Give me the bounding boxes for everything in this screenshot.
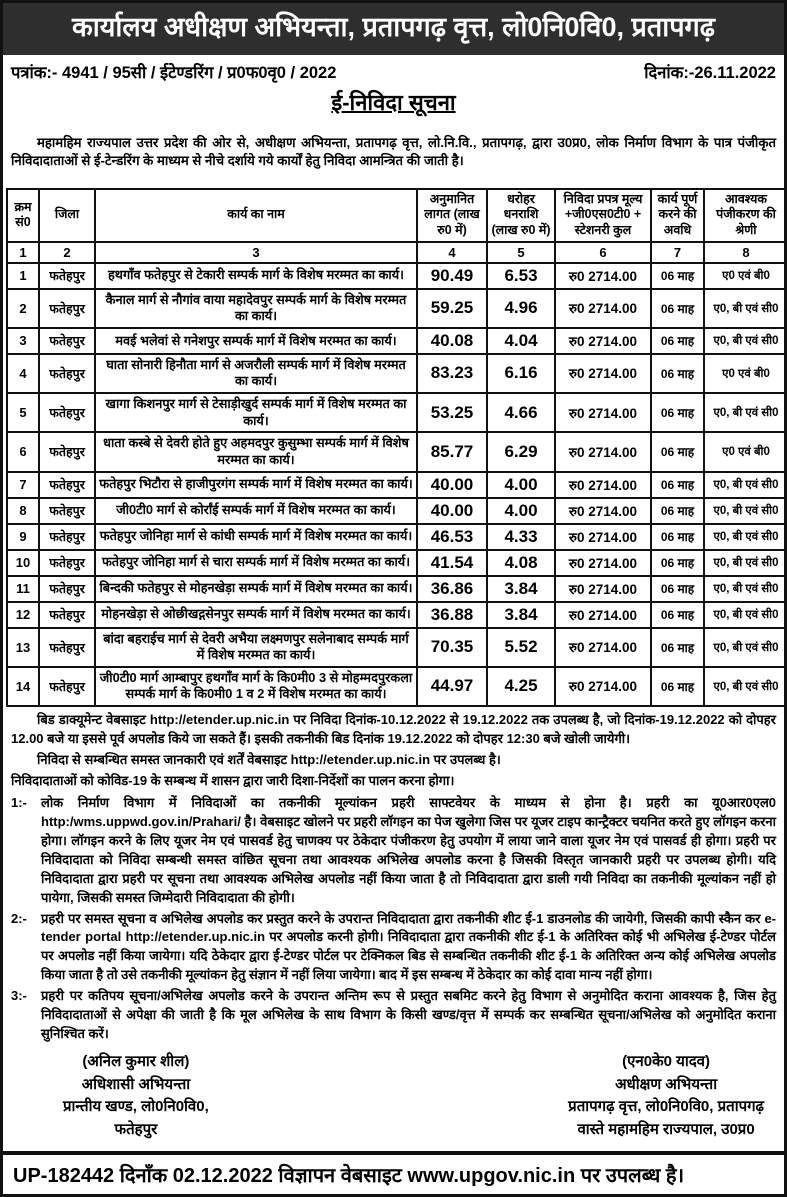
cell-form-value: रु0 2714.00 [555, 354, 651, 393]
cell-completion-period: 06 माह [651, 263, 704, 289]
publication-footer: UP-182442 दिनाँक 02.12.2022 विज्ञापन वेबसाइट www.upgov.nic.in पर उपलब्ध है। [3, 1151, 784, 1194]
column-number-row [7, 242, 787, 263]
cell-completion-period: 06 माह [651, 393, 704, 432]
cell-sno: 7 [7, 472, 39, 498]
table-row [7, 498, 787, 524]
column-number: 1 [7, 242, 39, 263]
note-covid: निविदादाताओं को कोविड-19 के सम्बन्ध में शासन द्वारा जारी दिशा-निर्देशों का पालन करना होगा। [11, 772, 455, 788]
letter-number: पत्रांक:- 4941 / 95सी / ईटेण्डरिंग / प्र0फ0वृ0 / 2022 [11, 63, 337, 82]
cell-work-name: मवई भलेवां से गनेशपुर सम्पर्क मार्ग में विशेष मरम्मत का कार्य। [95, 328, 417, 354]
signature-office: प्रान्तीय खण्ड, लो0नि0वि0, [63, 1098, 209, 1116]
cell-district: फतेहपुर [39, 289, 95, 328]
cell-district: फतेहपुर [39, 524, 95, 550]
tender-table-body [7, 263, 787, 707]
column-header: क्रम सं0 [7, 189, 39, 242]
cell-earnest-money: 6.29 [487, 432, 555, 471]
cell-earnest-money: 3.84 [487, 602, 555, 628]
cell-estimated-cost: 46.53 [417, 524, 487, 550]
cell-completion-period: 06 माह [651, 472, 704, 498]
cell-estimated-cost: 70.35 [417, 628, 487, 667]
note-text: लोक निर्माण विभाग में निविदाओं का तकनीकी मूल्यांकन प्रहरी साफ्टवेयर के माध्यम से होना है। प्रहरी का यू0आर0एल0 http:/wms.uppwd.gov.in/Prahari/ है। वेबसाइट खोलने पर प्रहरी लॉगइन का पेज खुलेगा जिस पर यूजर टाइप कान्ट्रैक्टर चयनित करते हुए लॉगइन करना होगा। लॉगइन करने के लिए यूजर नेम एवं पासवर्ड हेतु चाणक्य पर ठेकेदार पंजीकरण हेतु उपयोग में लाया जाने वाला यूजर नेम एवं पासवर्ड ही होगा। प्रहरी पर निविदादाता को निविदा सम्बन्धी समस्त वांछित सूचना तथा आवश्यक अभिलेख अपलोड करना है जिसकी विस्तृत जानकारी प्रहरी पर उपलब्ध होगी। यदि निविदादाता द्वारा प्रहरी पर सूचना तथा आवश्यक अभिलेख अपलोड नहीं किया जाता है तो निविदादाता द्वारा डाली गयी निविदा का तकनीकी मूल्यांकन नहीं हो पायेगा, जिसकी समस्त जिम्मेदारी निविदादाता की होगी। [41, 795, 776, 905]
cell-completion-period: 06 माह [651, 289, 704, 328]
table-row [7, 524, 787, 550]
column-number: 2 [39, 242, 95, 263]
cell-sno: 9 [7, 524, 39, 550]
cell-work-name: हथगाँव फतेहपुर से टेकारी सम्पर्क मार्ग के विशेष मरम्मत का कार्य। [95, 263, 417, 289]
cell-earnest-money: 4.33 [487, 524, 555, 550]
signature-office: प्रतापगढ़ वृत्त, लो0नि0वि0, प्रतापगढ़ [568, 1098, 764, 1116]
cell-sno: 1 [7, 263, 39, 289]
cell-form-value: रु0 2714.00 [555, 628, 651, 667]
cell-sno: 12 [7, 602, 39, 628]
cell-work-name: बांदा बहराईच मार्ग से देवरी अभैया लक्ष्मणपुर सलेनाबाद सम्पर्क मार्ग में विशेष मरम्मत का कार्य। [95, 628, 417, 667]
signature-left [63, 1051, 209, 1141]
cell-form-value: रु0 2714.00 [555, 472, 651, 498]
cell-earnest-money: 4.00 [487, 498, 555, 524]
cell-earnest-money: 4.25 [487, 667, 555, 706]
cell-earnest-money: 6.53 [487, 263, 555, 289]
cell-district: फतेहपुर [39, 328, 95, 354]
cell-sno: 4 [7, 354, 39, 393]
column-header: आवश्यक पंजीकरण की श्रेणी [704, 189, 787, 242]
table-header-row [7, 189, 787, 242]
cell-sno: 2 [7, 289, 39, 328]
cell-registration-category: ए0, बी एवं सी0 [704, 524, 787, 550]
cell-form-value: रु0 2714.00 [555, 328, 651, 354]
column-number: 5 [487, 242, 555, 263]
cell-estimated-cost: 85.77 [417, 432, 487, 471]
signature-name: (अनिल कुमार शील) [82, 1053, 190, 1071]
table-row [7, 354, 787, 393]
cell-district: फतेहपुर [39, 472, 95, 498]
signature-designation: अधिशासी अभियन्ता [81, 1075, 191, 1093]
cell-completion-period: 06 माह [651, 550, 704, 576]
column-number: 8 [704, 242, 787, 263]
numbered-note-3 [11, 987, 776, 1044]
table-row [7, 628, 787, 667]
signature-right [568, 1051, 764, 1141]
table-row [7, 550, 787, 576]
table-row [7, 328, 787, 354]
cell-earnest-money: 4.00 [487, 472, 555, 498]
note-text: प्रहरी पर समस्त सूचना व अभिलेख अपलोड कर प्रस्तुत करने के उपरान्त निविदादाता द्वारा तकनीकी शीट ई-1 डाउनलोड की जायेगी, जिसकी कापी स्कैन कर e-tender portal http://etender.up.nic.in पर अपलोड करनी होगी। निविदादाता द्वारा तकनीकी शीट ई-1 के अतिरिक्त कोई भी अभिलेख ई-टेण्डर पोर्टल पर अपलोड नहीं किया जायेगा। यदि ठेकेदार द्वारा ई-टेण्डर पोर्टल पर टेक्निकल बिड से सम्बन्धित तकनीकी शीट ई-1 के अतिरिक्त अन्य कोई अभिलेख अपलोड किया जाता है तो उसे तकनीकी मूल्यांकन हेतु संज्ञान में नहीं लिया जायेगा। बाद में इस सम्बन्ध में ठेकेदार का कोई दावा मान्य नहीं होगा। [41, 910, 776, 983]
cell-sno: 10 [7, 550, 39, 576]
table-row [7, 263, 787, 289]
cell-earnest-money: 3.84 [487, 576, 555, 602]
cell-form-value: रु0 2714.00 [555, 498, 651, 524]
cell-estimated-cost: 41.54 [417, 550, 487, 576]
cell-work-name: धाता कस्बे से देवरी होते हुए अहमदपुर कुसुम्भा सम्पर्क मार्ग में विशेष मरम्मत का कार्य। [95, 432, 417, 471]
column-header: जिला [39, 189, 95, 242]
cell-district: फतेहपुर [39, 576, 95, 602]
signature-row [3, 1045, 784, 1151]
cell-earnest-money: 6.16 [487, 354, 555, 393]
cell-registration-category: ए0, बी एवं सी0 [704, 289, 787, 328]
letter-date: दिनांक:-26.11.2022 [644, 63, 776, 82]
cell-completion-period: 06 माह [651, 576, 704, 602]
tender-works-table [6, 188, 787, 707]
cell-earnest-money: 4.96 [487, 289, 555, 328]
note-number: 2:- [11, 910, 27, 926]
cell-registration-category: ए0, बी एवं सी0 [704, 628, 787, 667]
cell-completion-period: 06 माह [651, 498, 704, 524]
cell-registration-category: ए0, बी एवं सी0 [704, 602, 787, 628]
column-header: अनुमानित लागत (लाख रु0 में) [417, 189, 487, 242]
cell-estimated-cost: 59.25 [417, 289, 487, 328]
cell-completion-period: 06 माह [651, 524, 704, 550]
numbered-note-1 [11, 794, 776, 907]
cell-registration-category: ए0, बी एवं सी0 [704, 472, 787, 498]
column-number: 7 [651, 242, 704, 263]
cell-work-name: कैनाल मार्ग से नौगांव वाया महादेवपुर सम्पर्क मार्ग के विशेष मरम्मत का कार्य। [95, 289, 417, 328]
table-row [7, 432, 787, 471]
cell-sno: 8 [7, 498, 39, 524]
cell-form-value: रु0 2714.00 [555, 576, 651, 602]
cell-form-value: रु0 2714.00 [555, 602, 651, 628]
numbered-notes-section [3, 792, 784, 1045]
cell-completion-period: 06 माह [651, 328, 704, 354]
cell-work-name: फतेहपुर भिटौरा से हाजीपुरगंग सम्पर्क मार्ग में विशेष मरम्मत का कार्य। [95, 472, 417, 498]
cell-form-value: रु0 2714.00 [555, 289, 651, 328]
cell-estimated-cost: 40.00 [417, 498, 487, 524]
cell-sno: 14 [7, 667, 39, 706]
cell-work-name: फतेहपुर जोनिहा मार्ग से कांधी सम्पर्क मार्ग में विशेष मरम्मत का कार्य। [95, 524, 417, 550]
table-row [7, 289, 787, 328]
cell-form-value: रु0 2714.00 [555, 393, 651, 432]
cell-district: फतेहपुर [39, 263, 95, 289]
cell-sno: 11 [7, 576, 39, 602]
cell-work-name: बिन्दकी फतेहपुर से मोहनखेड़ा सम्पर्क मार्ग में विशेष मरम्मत का कार्य। [95, 576, 417, 602]
cell-sno: 3 [7, 328, 39, 354]
cell-earnest-money: 4.08 [487, 550, 555, 576]
table-row [7, 667, 787, 706]
note-website-info: निविदा से सम्बन्धित समस्त जानकारी एवं शर्तें वेबसाइट http://etender.up.nic.in पर उपलब्ध है। [37, 751, 501, 767]
cell-work-name: मोहनखेड़ा से ओछीखद्गसेनपुर सम्पर्क मार्ग में विशेष मरम्मत का कार्य। [95, 602, 417, 628]
cell-form-value: रु0 2714.00 [555, 432, 651, 471]
cell-estimated-cost: 53.25 [417, 393, 487, 432]
cell-registration-category: ए0, बी एवं सी0 [704, 576, 787, 602]
cell-district: फतेहपुर [39, 667, 95, 706]
cell-registration-category: ए0, बी एवं सी0 [704, 550, 787, 576]
cell-form-value: रु0 2714.00 [555, 263, 651, 289]
note-text: प्रहरी पर कतिपय सूचना/अभिलेख अपलोड करने के उपरान्त अन्तिम रूप से प्रस्तुत सबमिट करने हेतु विभाग से अनुमोदित कराना आवश्यक है, जिस हेतु निविदादाताओं से अपेक्षा की जाती है कि मूल अभिलेख के साथ विभाग के किसी खण्ड/वृत्त में सम्पर्क कर सम्बन्धित सूचना/अभिलेख को अनुमोदित कराना सुनिश्चित करें। [41, 987, 776, 1041]
cell-earnest-money: 5.52 [487, 628, 555, 667]
cell-form-value: रु0 2714.00 [555, 667, 651, 706]
cell-work-name: खागा किशनपुर मार्ग से टेसाड़ीखुर्द सम्पर्क मार्ग में विशेष मरम्मत का कार्य। [95, 393, 417, 432]
cell-district: फतेहपुर [39, 602, 95, 628]
notes-section [3, 707, 784, 792]
note-number: 1:- [11, 795, 27, 811]
cell-district: फतेहपुर [39, 550, 95, 576]
signature-name: (एन0के0 यादव) [622, 1053, 711, 1071]
cell-sno: 13 [7, 628, 39, 667]
cell-completion-period: 06 माह [651, 667, 704, 706]
intro-paragraph: महामहिम राज्यपाल उत्तर प्रदेश की ओर से, अधीक्षण अभियन्ता, प्रतापगढ़ वृत्त, लो.नि.वि., प्रतापगढ़, द्वारा उ0प्र0, लोक निर्माण विभाग के पात्र पंजीकृत निविदादाताओं से ई-टेन्डरिंग के माध्यम से नीचे दर्शाये गये कार्यों हेतु निविदा आमन्त्रित की जाती है। [11, 134, 776, 168]
cell-registration-category: ए0, बी एवं सी0 [704, 328, 787, 354]
cell-district: फतेहपुर [39, 432, 95, 471]
column-number: 4 [417, 242, 487, 263]
column-number: 6 [555, 242, 651, 263]
office-title-banner: कार्यालय अधीक्षण अभियन्ता, प्रतापगढ़ वृत्त, लो0नि0वि0, प्रतापगढ़ [3, 3, 784, 55]
cell-registration-category: ए0, बी एवं सी0 [704, 667, 787, 706]
cell-completion-period: 06 माह [651, 628, 704, 667]
cell-estimated-cost: 44.97 [417, 667, 487, 706]
cell-completion-period: 06 माह [651, 432, 704, 471]
cell-work-name: घाता सोनारी हिनौता मार्ग से अजरौली सम्पर्क मार्ग में विशेष मरम्मत का कार्य। [95, 354, 417, 393]
numbered-note-2 [11, 910, 776, 985]
cell-work-name: फतेहपुर जोनिहा मार्ग से चारा सम्पर्क मार्ग में विशेष मरम्मत का कार्य। [95, 550, 417, 576]
cell-work-name: जी0टी0 मार्ग से कोर्रांई सम्पर्क मार्ग में विशेष मरम्मत का कार्य। [95, 498, 417, 524]
letter-meta-row [3, 55, 784, 85]
cell-form-value: रु0 2714.00 [555, 550, 651, 576]
cell-sno: 5 [7, 393, 39, 432]
cell-registration-category: ए0, बी एवं सी0 [704, 498, 787, 524]
column-number: 3 [95, 242, 417, 263]
cell-work-name: जी0टी0 मार्ग आम्बापुर हथगाँव मार्ग के कि0मी0 3 से मोहम्मदपुरकला सम्पर्क मार्ग के कि0मी0 1 व 2 में विशेष मरम्मत का कार्य। [95, 667, 417, 706]
signature-place: फतेहपुर [114, 1120, 158, 1138]
table-row [7, 602, 787, 628]
cell-district: फतेहपुर [39, 393, 95, 432]
column-header: कार्य पूर्ण करने की अवधि [651, 189, 704, 242]
cell-earnest-money: 4.66 [487, 393, 555, 432]
cell-estimated-cost: 90.49 [417, 263, 487, 289]
cell-sno: 6 [7, 432, 39, 471]
cell-registration-category: ए0 एवं बी0 [704, 263, 787, 289]
cell-registration-category: ए0 एवं बी0 [704, 432, 787, 471]
cell-earnest-money: 4.04 [487, 328, 555, 354]
signature-designation: अधीक्षण अभियन्ता [615, 1075, 718, 1093]
cell-registration-category: ए0 एवं बी0 [704, 354, 787, 393]
note-number: 3:- [11, 987, 27, 1003]
cell-district: फतेहपुर [39, 354, 95, 393]
table-row [7, 393, 787, 432]
cell-estimated-cost: 40.08 [417, 328, 487, 354]
cell-registration-category: ए0, बी एवं सी0 [704, 393, 787, 432]
cell-district: फतेहपुर [39, 498, 95, 524]
cell-district: फतेहपुर [39, 628, 95, 667]
column-header: कार्य का नाम [95, 189, 417, 242]
note-bid-document: बिड डाक्यूमेन्ट वेबसाइट http://etender.up.nic.in पर निविदा दिनांक-10.12.2022 से 19.12.2022 तक उपलब्ध है, जो दिनांक-19.12.2022 को दोपहर 12.00 बजे या इससे पूर्व अपलोड किये जा सकते हैं। इसकी तकनीकी बिड दिनांक 19.12.2022 को दोपहर 12:30 बजे खोली जायेगी। [11, 712, 776, 746]
cell-form-value: रु0 2714.00 [555, 524, 651, 550]
table-row [7, 472, 787, 498]
cell-completion-period: 06 माह [651, 354, 704, 393]
cell-estimated-cost: 40.00 [417, 472, 487, 498]
page-title: ई-निविदा सूचना [331, 89, 456, 115]
cell-estimated-cost: 36.86 [417, 576, 487, 602]
cell-completion-period: 06 माह [651, 602, 704, 628]
cell-estimated-cost: 83.23 [417, 354, 487, 393]
signature-on-behalf: वास्ते महामहिम राज्यपाल, उ0प्र0 [577, 1120, 755, 1138]
cell-estimated-cost: 36.88 [417, 602, 487, 628]
column-header: धरोहर धनराशि (लाख रु0 में) [487, 189, 555, 242]
table-row [7, 576, 787, 602]
column-header: निविदा प्रपत्र मूल्य +जी0एस0टी0 + स्टेशनरी कुल [555, 189, 651, 242]
